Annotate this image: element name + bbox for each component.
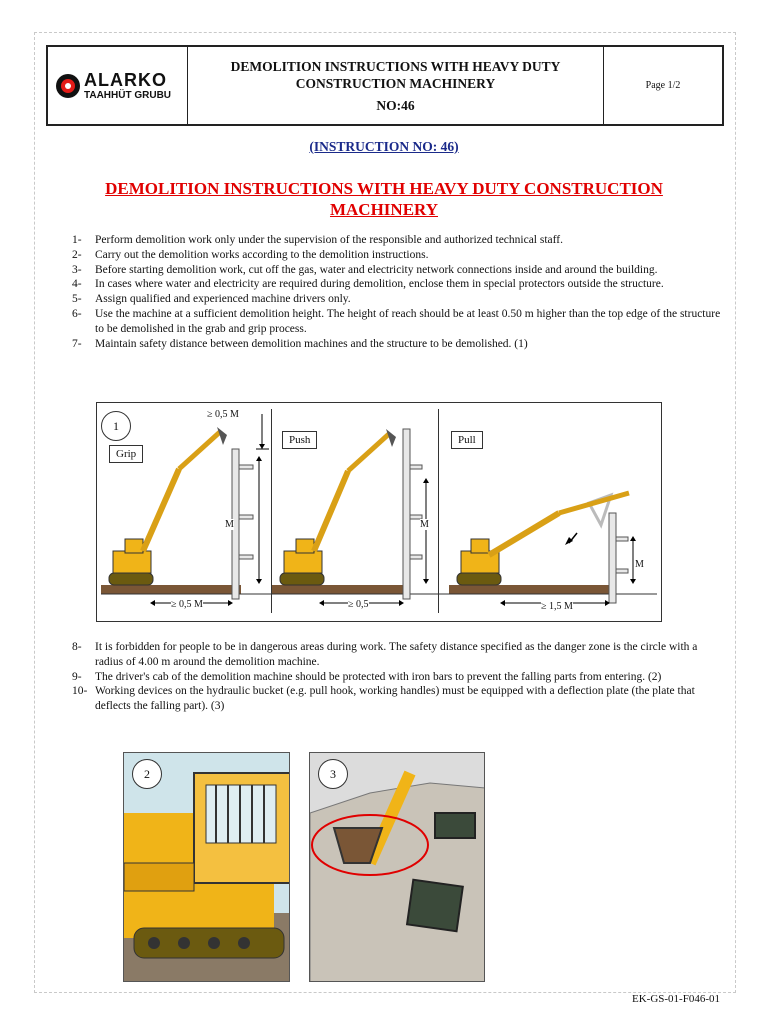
item-text: Working devices on the hydraulic bucket (e.g. pull hook, working handles) must be equipped with a deflection plate (the plate that deflects the falling part). (3) [95, 685, 695, 713]
instruction-number: (INSTRUCTION NO: 46) [309, 139, 459, 154]
list-item [72, 292, 722, 307]
figure-number-badge: 1 [101, 411, 131, 441]
item-text: Maintain safety distance between demolition machines and the structure to be demolished. (1) [95, 337, 528, 350]
header-title-cell [188, 47, 604, 124]
deflection-plate-illustration [309, 752, 485, 982]
item-text: Use the machine at a sufficient demolition height. The height of reach should be at least 0.50 m higher than the top edge of the structure to be demolished in the grab and grip process. [95, 307, 721, 335]
item-number: 5- [72, 293, 82, 306]
item-number: 2- [72, 248, 82, 261]
grip-machine-illustration [101, 409, 272, 613]
list-item [72, 248, 722, 263]
cab-protection-illustration [123, 752, 290, 982]
list-item [72, 307, 722, 337]
pull-distance-dimension: ≥ 1,5 M [541, 601, 573, 612]
list-item [72, 684, 722, 714]
pull-label: Pull [451, 431, 483, 449]
page-indicator: Page 1/2 [645, 80, 681, 91]
header-title-line1: DEMOLITION INSTRUCTIONS WITH HEAVY DUTY [230, 58, 561, 74]
alarko-logo-icon [56, 74, 80, 98]
header-number: NO:46 [376, 97, 415, 113]
grip-height-label: M [225, 519, 234, 530]
instruction-list-part2 [72, 640, 722, 714]
logo-subtitle: TAAHHÜT GRUBU [84, 89, 172, 101]
list-item [72, 263, 722, 278]
reach-height-dimension: ≥ 0,5 M [207, 409, 239, 420]
header-title-line2: CONSTRUCTION MACHINERY [295, 75, 496, 91]
list-item [72, 277, 722, 292]
item-text: The driver's cab of the demolition machine should be protected with iron bars to prevent the falling parts from entering. (2) [95, 670, 662, 683]
list-item [72, 233, 722, 248]
push-panel [272, 409, 439, 613]
push-distance-dimension: ≥ 0,5 [348, 599, 369, 610]
item-number: 10- [72, 685, 88, 698]
item-number: 4- [72, 278, 82, 291]
list-item [72, 640, 722, 670]
item-number: 7- [72, 337, 82, 350]
photo-number-badge: 2 [132, 759, 162, 789]
item-text: In cases where water and electricity are required during demolition, enclose them in special protectors outside the structure. [95, 278, 664, 291]
push-label: Push [282, 431, 317, 449]
document-code: EK-GS-01-F046-01 [632, 993, 720, 1005]
item-number: 1- [72, 234, 82, 246]
document-header [46, 45, 724, 126]
item-number: 6- [72, 307, 82, 320]
item-text: Carry out the demolition works according to the demolition instructions. [95, 248, 429, 261]
push-height-label: M [420, 519, 429, 530]
instruction-list-part1 [72, 233, 722, 351]
company-logo [48, 47, 188, 124]
item-text: Before starting demolition work, cut off the gas, water and electricity network connections inside and around the building. [95, 263, 658, 276]
list-item [72, 670, 722, 685]
item-text: Assign qualified and experienced machine drivers only. [95, 293, 351, 306]
item-number: 8- [72, 641, 82, 653]
item-text: Perform demolition work only under the supervision of the responsible and authorized technical staff. [95, 234, 563, 246]
pull-panel [439, 409, 657, 613]
main-title: DEMOLITION INSTRUCTIONS WITH HEAVY DUTY CONSTRUCTION MACHINERY [105, 179, 663, 219]
photo-number-badge: 3 [318, 759, 348, 789]
grip-label: Grip [109, 445, 143, 463]
grip-panel [101, 409, 272, 613]
list-item [72, 337, 722, 352]
grip-distance-dimension: ≥ 0,5 M [171, 599, 203, 610]
logo-name: ALARKO [84, 69, 167, 90]
item-text: It is forbidden for people to be in dangerous areas during work. The safety distance specified as the danger zone is the circle with a radius of 4.00 m around the demolition machine. [95, 641, 698, 668]
item-number: 3- [72, 263, 82, 276]
item-number: 9- [72, 670, 82, 683]
demolition-methods-diagram [96, 402, 662, 622]
pull-height-label: M [635, 559, 644, 570]
